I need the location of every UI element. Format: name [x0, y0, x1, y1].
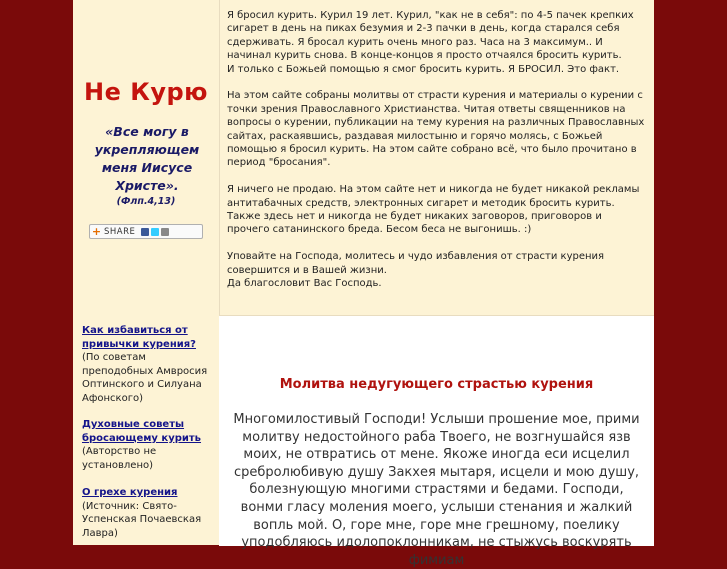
site-title[interactable]: Не Курю	[84, 78, 208, 106]
sidebar-item	[82, 486, 214, 540]
share-label: SHARE	[104, 226, 136, 237]
prayer-title: Молитва недугующего страстью курения	[279, 377, 594, 392]
brand-column	[73, 0, 220, 315]
sidebar-link-sin-of-smoking[interactable]: О грехе курения	[82, 487, 178, 498]
sidebar-link-quit-habit[interactable]: Как избавиться от привычки курения?	[82, 325, 196, 350]
sidebar-item-desc: (По советам преподобных Амвросия Оптинского и Силуана Афонского)	[82, 352, 208, 404]
sidebar-item-desc: (Источник: Свято-Успенская Почаевская Лавра)	[82, 500, 202, 539]
main-content	[219, 315, 654, 568]
sidebar-item	[82, 324, 214, 406]
prayer-text: Многомилостивый Господи! Услыши прошение мое, прими молитву недостойного раба Твоего, не возгнушайся язв моих, не отвратись от мене. Якоже иногда еси исцелил сребролюбивую душу Закхея мытаря, исцели и мою душу, болезнующую многими страстями и бедами. Господи, вонми гласу моления моего, услыши стенания и жалкий вопль мой. О, горе мне, горе мне грешному, поелику уподобляюсь идолопоклонникам, не стыжусь воскурять фимиам	[233, 412, 640, 568]
page	[73, 0, 654, 568]
intro-paragraph: Уповайте на Господа, молитесь и чудо избавления от страсти курения совершится и в Вашей жизни. Да благословит Вас Господь.	[227, 251, 605, 290]
sidebar-item	[82, 418, 214, 472]
motto-quote: «Все могу в укрепляющем меня Иисусе Христе».	[94, 124, 200, 193]
plus-icon: +	[91, 225, 102, 238]
intro-paragraph: Я ничего не продаю. На этом сайте нет и никогда не будет никакой рекламы антитабачных средств, электронных сигарет и методик бросить курить. Также здесь нет и никогда не будет никаких заговоров, приговоров и прочего сатанинского бреда. Бесом беса не выгонишь. :)	[227, 184, 640, 236]
email-icon[interactable]	[161, 228, 169, 236]
share-button[interactable]	[89, 224, 203, 239]
sidebar-link-spiritual-advice[interactable]: Духовные советы бросающему курить	[82, 419, 202, 444]
intro-text	[227, 9, 645, 304]
facebook-icon[interactable]	[141, 228, 149, 236]
intro-paragraph: Я бросил курить. Курил 19 лет. Курил, "как не в себя": по 4-5 пачек крепких сигарет в день на пиках безумия и 2-3 пачки в день, когда старался себя сдерживать. Я бросал курить очень много раз. Часа на 3 максимум.. И начинал курить снова. В конце-концов я просто отчаялся бросить курить. И только с Божьей помощью я смог бросить курить. Я БРОСИЛ. Это факт.	[227, 10, 634, 75]
intro-paragraph: На этом сайте собраны молитвы от страсти курения и материалы о курении с точки зрения Православного Христианства. Читая ответы священников на вопросы о курении, публикации на тему курения на различных Православных сайтах, раскаявшись, раздавая милостыню и горячо молясь, с Божьей помощью я бросил курить. На этом сайте собрано всё, что было прочитано в период "бросания".	[227, 90, 645, 169]
motto-reference: (Флп.4,13)	[116, 196, 176, 207]
sidebar	[73, 315, 219, 545]
header-area	[73, 0, 654, 315]
twitter-icon[interactable]	[151, 228, 159, 236]
sidebar-item-desc: (Авторство не установлено)	[82, 446, 157, 471]
